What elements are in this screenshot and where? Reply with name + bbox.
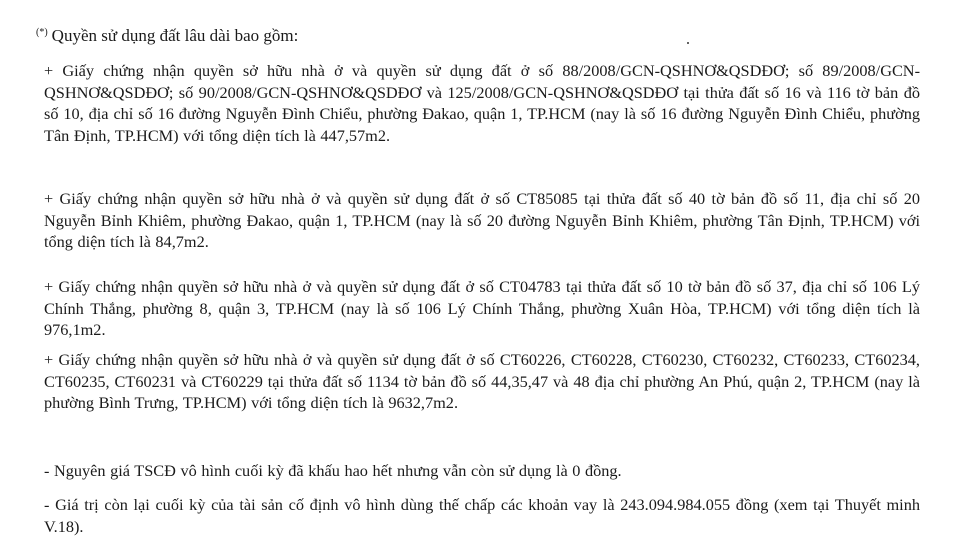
footnote-marker: (*) bbox=[36, 27, 48, 38]
heading-text: Quyền sử dụng đất lâu dài bao gồm: bbox=[51, 26, 299, 45]
paragraph-certificate-1: + Giấy chứng nhận quyền sở hữu nhà ở và quyền sử dụng đất ở số 88/2008/GCN-QSHNƠ&QSDĐƠ; số 89/2008/GCN-QSHNƠ&QSDĐƠ; số 90/2008/GCN-QSHNƠ&QSDĐƠ và 125/2008/GCN-QSHNƠ&QSDĐƠ tại thửa đất số 16 và 116 tờ bản đồ số 10, địa chỉ số 16 đường Nguyễn Đình Chiểu, phường Đakao, quận 1, TP.HCM (nay là số 16 đường Nguyễn Đình Chiểu, phường Tân Định, TP.HCM) với tổng diện tích là 447,57m2. bbox=[44, 61, 920, 145]
paragraph-certificate-3: + Giấy chứng nhận quyền sở hữu nhà ở và quyền sử dụng đất ở số CT04783 tại thửa đất số 10 tờ bản đồ số 37, địa chỉ số 106 Lý Chính Thắng, phường 8, quận 3, TP.HCM (nay là số 106 Lý Chính Thắng, phường Xuân Hòa, TP.HCM) với tổng diện tích là 976,1m2. bbox=[44, 277, 920, 340]
paragraph-certificate-2: + Giấy chứng nhận quyền sở hữu nhà ở và quyền sử dụng đất ở số CT85085 tại thửa đất số 40 tờ bản đồ số 11, địa chỉ số 20 Nguyễn Bỉnh Khiêm, phường Đakao, quận 1, TP.HCM (nay là số 20 đường Nguyễn Bỉnh Khiêm, phường Tân Định, TP.HCM) với tổng diện tích là 84,7m2. bbox=[44, 189, 920, 252]
paragraph-certificate-4: + Giấy chứng nhận quyền sở hữu nhà ở và quyền sử dụng đất ở số CT60226, CT60228, CT60230, CT60232, CT60233, CT60234, CT60235, CT60231 và CT60229 tại thửa đất số 1134 tờ bản đồ số 44,35,47 và 48 địa chỉ phường An Phú, quận 2, TP.HCM (nay là phường Bình Trưng, TP.HCM) với tổng diện tích là 9632,7m2. bbox=[44, 350, 920, 413]
paragraph-original-cost: - Nguyên giá TSCĐ vô hình cuối kỳ đã khấu hao hết nhưng vẫn còn sử dụng là 0 đồng. bbox=[44, 461, 622, 480]
paragraph-pledged-value: - Giá trị còn lại cuối kỳ của tài sản cố định vô hình dùng thế chấp các khoản vay là 243.094.984.055 đồng (xem tại Thuyết minh V.18). bbox=[44, 495, 920, 536]
scan-speck bbox=[687, 42, 689, 44]
section-heading bbox=[36, 22, 298, 47]
